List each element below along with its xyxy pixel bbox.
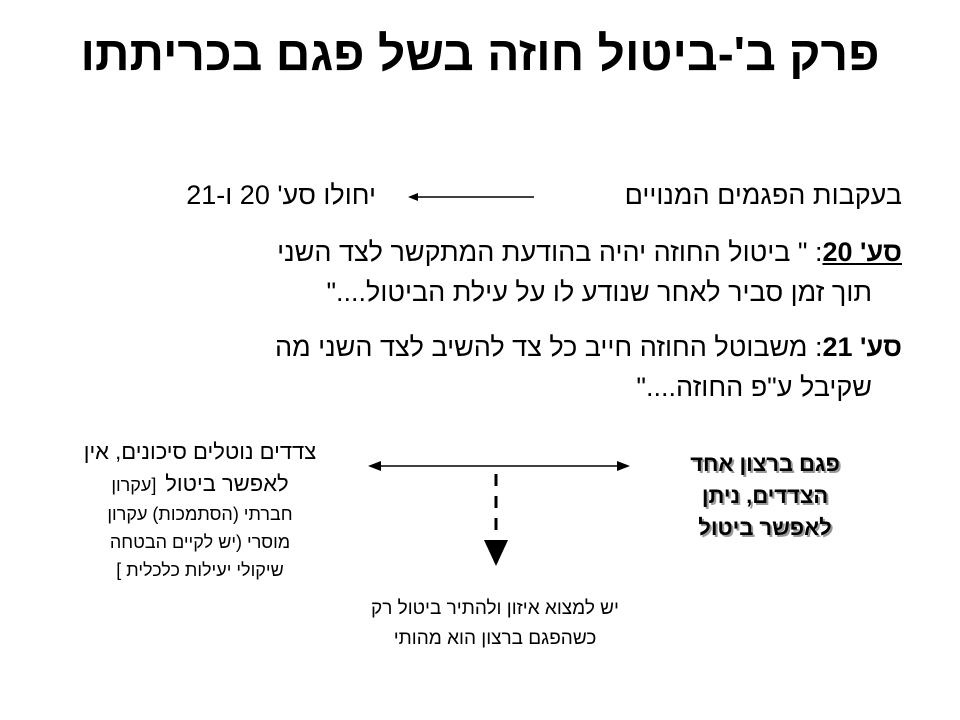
section-21-line-2: שקיבל ע"פ החוזה...."	[636, 372, 872, 402]
section-21-text: : משבוטל החוזה חייב כל צד להשיב לצד השני מה	[274, 332, 823, 362]
double-headed-arrow	[368, 461, 630, 471]
no-cancellation-line-1: צדדים נוטלים סיכונים, אין	[83, 439, 317, 464]
defect-line-3: לאפשר ביטול	[698, 515, 832, 540]
section-21-line-1	[72, 327, 902, 367]
principles-bracket-open: [עקרון	[111, 475, 157, 495]
defect-allows-cancellation-box	[660, 448, 870, 544]
section-21-ref: סע' 21	[822, 332, 902, 362]
no-cancellation-box	[30, 436, 370, 584]
section-20-ref: סע' 20	[822, 237, 902, 267]
defect-line-1: פגם ברצון אחד	[690, 451, 840, 476]
down-dashed-arrow	[484, 474, 508, 566]
defect-line-2: הצדדים, ניתן	[701, 483, 829, 508]
section-21-paragraph	[72, 327, 902, 407]
intro-sections-text: יחולו סע' 20 ו-21	[186, 180, 376, 210]
principle-moral-promise: מוסרי (יש לקיים הבטחה	[109, 532, 291, 552]
section-20-text: : " ביטול החוזה יהיה בהודעת המתקשר לצד השני	[277, 237, 823, 267]
balance-conclusion	[330, 594, 660, 654]
no-cancellation-line-2	[30, 468, 370, 500]
balance-line-1: יש למצוא איזון ולהתיר ביטול רק	[371, 598, 619, 619]
principle-economic-efficiency: שיקולי יעילות כלכלית ]	[116, 560, 284, 580]
balance-line-2: כשהפגם ברצון הוא מהותי	[393, 628, 597, 649]
no-cancellation-heading: לאפשר ביטול	[165, 471, 289, 496]
principle-social-reliance: חברתי (הסתמכות) עקרון	[107, 504, 293, 524]
section-20-line-2: תוך זמן סביר לאחר שנודע לו על עילת הביטול...."	[326, 277, 872, 307]
intro-arrow	[408, 190, 536, 204]
section-20-paragraph	[72, 232, 902, 312]
intro-defects-text: בעקבות הפגמים המנויים	[624, 180, 902, 210]
slide-title: פרק ב'-ביטול חוזה בשל פגם בכריתתו	[80, 28, 880, 81]
section-20-line-1	[72, 232, 902, 272]
